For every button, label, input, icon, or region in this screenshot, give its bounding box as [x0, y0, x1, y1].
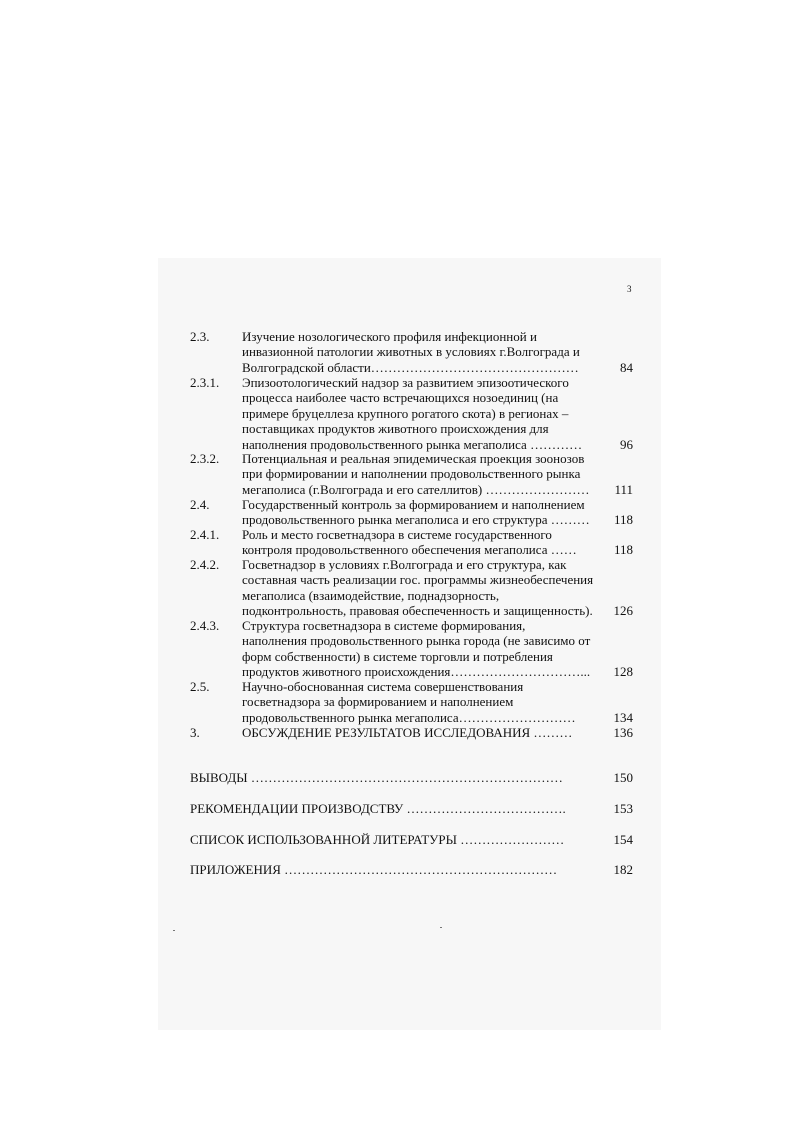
toc-entry-title: Потенциальная и реальная эпидемическая проекция зоонозов при формировании и наполнении продовольственного рынка мегаполиса (г.Волгограда и его сателлитов) ……………………: [242, 451, 590, 497]
toc-final-page: 153: [613, 801, 633, 816]
toc-entry-page: 111: [614, 481, 633, 497]
toc-entry-title: Структура госветнадзора в системе формирования, наполнения продовольственного рынка города (не зависимо от форм собственности) в системе торговли и потребления продуктов животного происхождения…………………………...: [242, 618, 591, 680]
toc-entry-number: 2.4.3.: [190, 618, 220, 633]
toc-entry-number: 2.5.: [190, 679, 210, 694]
toc-entry-page: 128: [613, 664, 633, 680]
toc-entry-number: 2.4.: [190, 497, 210, 512]
toc-entry-title: Государственный контроль за формированием и наполнением продовольственного рынка мегаполиса и его структура ………: [242, 497, 590, 528]
toc-final-page: 154: [613, 832, 633, 847]
toc-final-page: 150: [613, 770, 633, 785]
toc-entry-title: Изучение нозологического профиля инфекционной и инвазионной патологии животных в условиях г.Волгограда и Волгоградской области…………………………………………: [242, 329, 580, 375]
toc-final-entry: [190, 832, 633, 848]
toc-entry-title: ОБСУЖДЕНИЕ РЕЗУЛЬТАТОВ ИССЛЕДОВАНИЯ ………: [242, 725, 573, 740]
toc-final-title: СПИСОК ИСПОЛЬЗОВАННОЙ ЛИТЕРАТУРЫ ……………………: [190, 832, 565, 847]
toc-final-entry: [190, 770, 633, 786]
toc-entry-page: 126: [613, 603, 633, 619]
toc-final-entry: [190, 862, 633, 878]
scan-speck: [173, 930, 175, 931]
scan-speck: [440, 927, 442, 928]
toc-entry-title: Госветнадзор в условиях г.Волгограда и его структура, как составная часть реализации гос. программы жизнеобеспечения мегаполиса (взаимодействие, поднадзорность, подконтрольность, правовая обеспеченность и защищенность).: [242, 557, 594, 619]
toc-entry-number: 2.4.2.: [190, 557, 220, 572]
toc-entry-page: 118: [613, 512, 633, 528]
toc-entry-title: Роль и место госветнадзора в системе государственного контроля продовольственного обеспечения мегаполиса ……: [242, 527, 577, 558]
toc-entry-page: 96: [620, 436, 633, 452]
toc-entry-number: 2.4.1.: [190, 527, 220, 542]
toc-entry-page: 118: [613, 542, 633, 558]
toc-entry-title: Научно-обоснованная система совершенствования госветнадзора за формированием и наполнением продовольственного рынка мегаполиса………………………: [242, 679, 576, 725]
toc-final-title: ВЫВОДЫ ………………………………………………………………: [190, 770, 563, 785]
toc-final-title: ПРИЛОЖЕНИЯ ………………………………………………………: [190, 862, 558, 877]
toc-final-title: РЕКОМЕНДАЦИИ ПРОИЗВОДСТВУ ……………………………….: [190, 801, 566, 816]
toc-entry-number: 2.3.1.: [190, 375, 220, 390]
toc-entry-number: 3.: [190, 725, 200, 740]
toc-final-page: 182: [613, 862, 633, 877]
toc-entry-title: Эпизоотологический надзор за развитием эпизоотического процесса наиболее часто встречающихся нозоединиц (на примере бруцеллеза крупного рогатого скота) в регионах – поставщиках продуктов животного происхождения для наполнения продовольственного рынка мегаполиса …………: [242, 375, 583, 452]
toc-entry-page: 134: [613, 709, 633, 725]
toc-entry-number: 2.3.: [190, 329, 210, 344]
toc-entry-number: 2.3.2.: [190, 451, 220, 466]
toc-final-entry: [190, 801, 633, 817]
page-number: 3: [627, 284, 632, 294]
toc-entry-page: 84: [620, 359, 633, 375]
toc-entry-page: 136: [613, 725, 633, 740]
